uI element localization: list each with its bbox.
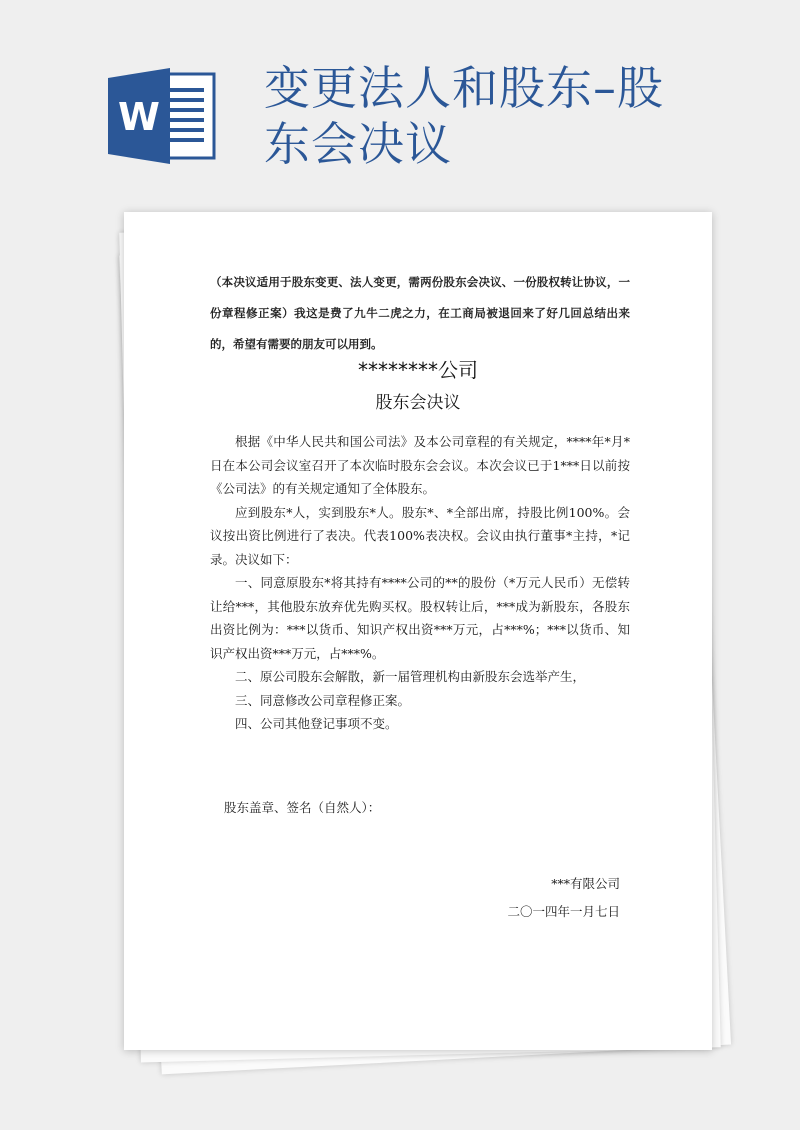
word-document-icon xyxy=(108,68,218,164)
paragraph-resolution-1: 一、同意原股东*将其持有****公司的**的股份（*万元人民币）无偿转让给***，其他股东放弃优先购买权。股权转让后，***成为新股东，各股东出资比例为：***以货币、知识产权出资***万元，占***%；***以货币、知识产权出资***万元，占***%。 xyxy=(210,575,630,661)
paragraph-resolution-2: 二、原公司股东会解散，新一届管理机构由新股东会选举产生， xyxy=(235,669,586,684)
word-icon-letter: W xyxy=(118,95,160,139)
paragraph-intro: 根据《中华人民共和国公司法》及本公司章程的有关规定，****年*月*日在本公司会议室召开了本次临时股东会会议。本次会议已于1***日以前按《公司法》的有关规定通知了全体股东。 xyxy=(210,434,630,496)
paragraph-attendance: 应到股东*人，实到股东*人。股东*、*全部出席，持股比例100%。会议按出资比例进行了表决。代表100%表决权。会议由执行董事*主持，*记录。决议如下： xyxy=(210,504,630,567)
company-title: ********公司 xyxy=(358,358,478,382)
document-date: 二〇一四年一月七日 xyxy=(507,904,620,919)
header xyxy=(0,0,800,200)
signature-label: 股东盖章、签名（自然人）： xyxy=(224,800,381,815)
document-body xyxy=(210,430,630,736)
document-page xyxy=(124,212,712,1050)
page-title: 变更法人和股东–股东会决议 xyxy=(264,61,664,171)
document-note: （本决议适用于股东变更、法人变更，需两份股东会决议、一份股权转让协议，一份章程修正案）我这是费了九牛二虎之力，在工商局被退回来了好几回总结出来的，希望有需要的朋友可以用到。 xyxy=(210,275,630,351)
paragraph-resolution-3: 三、同意修改公司章程修正案。 xyxy=(235,692,411,708)
company-signature: ***有限公司 xyxy=(551,876,620,891)
document-title: 股东会决议 xyxy=(375,393,461,413)
paragraph-resolution-4: 四、公司其他登记事项不变。 xyxy=(235,716,398,731)
